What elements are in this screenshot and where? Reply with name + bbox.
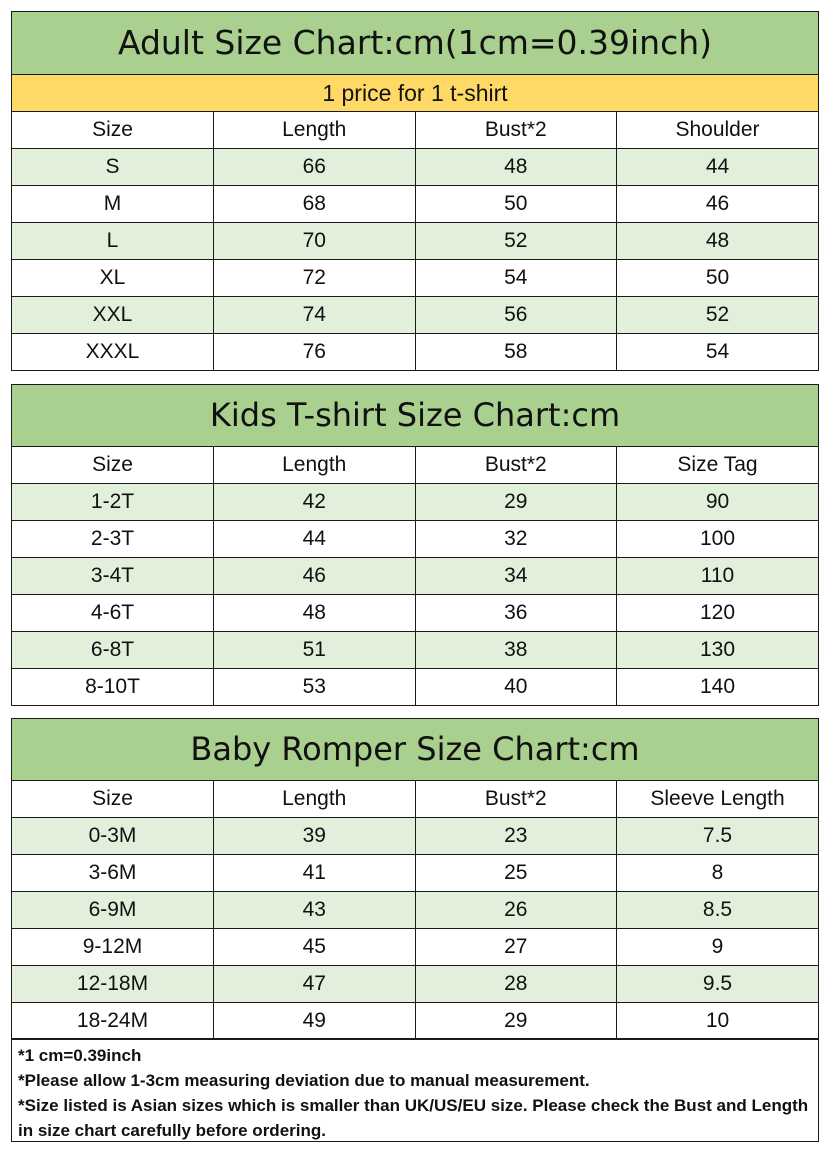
- header-cell: Bust*2: [415, 781, 617, 818]
- table-cell: 51: [214, 632, 416, 669]
- table-cell: 72: [214, 260, 416, 297]
- table-cell: 40: [415, 669, 617, 706]
- table-row: [12, 484, 818, 521]
- table-cell: 2-3T: [12, 521, 214, 558]
- table-cell: 58: [415, 334, 617, 371]
- table-cell: 10: [617, 1003, 819, 1040]
- table-cell: 120: [617, 595, 819, 632]
- header-cell: Shoulder: [617, 112, 819, 149]
- table-row: [12, 966, 818, 1003]
- table-cell: 54: [617, 334, 819, 371]
- table-cell: 8.5: [617, 892, 819, 929]
- table-cell: 48: [617, 223, 819, 260]
- table-row: [12, 892, 818, 929]
- table-row: [12, 595, 818, 632]
- table-row: [12, 929, 818, 966]
- header-cell: Size: [12, 781, 214, 818]
- table-cell: 68: [214, 186, 416, 223]
- header-cell: Length: [214, 112, 416, 149]
- table-cell: 9-12M: [12, 929, 214, 966]
- table-cell: 8: [617, 855, 819, 892]
- table-cell: 12-18M: [12, 966, 214, 1003]
- table-cell: 3-6M: [12, 855, 214, 892]
- table-row: [12, 521, 818, 558]
- header-cell: Length: [214, 781, 416, 818]
- table-cell: 32: [415, 521, 617, 558]
- table-cell: 50: [617, 260, 819, 297]
- header-cell: Length: [214, 447, 416, 484]
- table-cell: 6-8T: [12, 632, 214, 669]
- table-cell: XL: [12, 260, 214, 297]
- table-cell: 29: [415, 484, 617, 521]
- table-cell: 3-4T: [12, 558, 214, 595]
- header-cell: Size Tag: [617, 447, 819, 484]
- table-cell: 90: [617, 484, 819, 521]
- table-row: [12, 818, 818, 855]
- kids-chart-title: Kids T-shirt Size Chart:cm: [12, 385, 818, 447]
- table-cell: 100: [617, 521, 819, 558]
- table-row: [12, 223, 818, 260]
- table-cell: 49: [214, 1003, 416, 1040]
- table-cell: 56: [415, 297, 617, 334]
- table-cell: 48: [214, 595, 416, 632]
- table-cell: 9: [617, 929, 819, 966]
- table-cell: 50: [415, 186, 617, 223]
- kids-size-chart: [11, 384, 819, 706]
- table-cell: 28: [415, 966, 617, 1003]
- table-cell: 26: [415, 892, 617, 929]
- table-row: [12, 260, 818, 297]
- table-cell: 38: [415, 632, 617, 669]
- table-row: [12, 334, 818, 371]
- note-asian-sizes: *Size listed is Asian sizes which is smaller than UK/US/EU size. Please check the Bust and Length in size chart carefully before ordering.: [18, 1096, 809, 1140]
- table-cell: 54: [415, 260, 617, 297]
- table-cell: M: [12, 186, 214, 223]
- table-cell: 29: [415, 1003, 617, 1040]
- header-cell: Size: [12, 447, 214, 484]
- table-row: [12, 669, 818, 706]
- table-row: [12, 1003, 818, 1040]
- table-cell: 6-9M: [12, 892, 214, 929]
- table-cell: 7.5: [617, 818, 819, 855]
- baby-size-table: [12, 781, 818, 1039]
- table-cell: 74: [214, 297, 416, 334]
- table-row: [12, 632, 818, 669]
- table-cell: 36: [415, 595, 617, 632]
- size-notes: [11, 1038, 819, 1142]
- table-cell: 53: [214, 669, 416, 706]
- table-cell: XXXL: [12, 334, 214, 371]
- table-cell: 70: [214, 223, 416, 260]
- table-cell: 44: [617, 149, 819, 186]
- table-cell: 18-24M: [12, 1003, 214, 1040]
- table-row: [12, 558, 818, 595]
- table-row: [12, 186, 818, 223]
- table-cell: 46: [617, 186, 819, 223]
- table-cell: 42: [214, 484, 416, 521]
- table-cell: 0-3M: [12, 818, 214, 855]
- table-header-row: [12, 112, 818, 149]
- table-cell: 66: [214, 149, 416, 186]
- table-row: [12, 297, 818, 334]
- note-deviation: *Please allow 1-3cm measuring deviation due to manual measurement.: [18, 1071, 590, 1090]
- table-cell: 43: [214, 892, 416, 929]
- baby-size-chart: [11, 718, 819, 1040]
- adult-size-chart: [11, 11, 819, 371]
- table-cell: 34: [415, 558, 617, 595]
- header-cell: Sleeve Length: [617, 781, 819, 818]
- table-row: [12, 855, 818, 892]
- adult-chart-title: Adult Size Chart:cm(1cm=0.39inch): [12, 12, 818, 75]
- table-cell: 45: [214, 929, 416, 966]
- table-cell: 8-10T: [12, 669, 214, 706]
- adult-size-table: [12, 112, 818, 370]
- table-header-row: [12, 447, 818, 484]
- table-cell: 48: [415, 149, 617, 186]
- table-cell: 41: [214, 855, 416, 892]
- table-cell: 1-2T: [12, 484, 214, 521]
- table-cell: 140: [617, 669, 819, 706]
- table-cell: 39: [214, 818, 416, 855]
- table-cell: 27: [415, 929, 617, 966]
- table-cell: 23: [415, 818, 617, 855]
- table-cell: 4-6T: [12, 595, 214, 632]
- note-conversion: *1 cm=0.39inch: [18, 1046, 142, 1065]
- table-cell: 44: [214, 521, 416, 558]
- table-cell: 76: [214, 334, 416, 371]
- header-cell: Bust*2: [415, 447, 617, 484]
- baby-chart-title: Baby Romper Size Chart:cm: [12, 719, 818, 781]
- header-cell: Size: [12, 112, 214, 149]
- table-cell: 46: [214, 558, 416, 595]
- table-row: [12, 149, 818, 186]
- table-header-row: [12, 781, 818, 818]
- table-cell: 25: [415, 855, 617, 892]
- table-cell: 52: [415, 223, 617, 260]
- table-cell: S: [12, 149, 214, 186]
- kids-size-table: [12, 447, 818, 705]
- table-cell: XXL: [12, 297, 214, 334]
- table-cell: L: [12, 223, 214, 260]
- table-cell: 110: [617, 558, 819, 595]
- table-cell: 9.5: [617, 966, 819, 1003]
- table-cell: 52: [617, 297, 819, 334]
- table-cell: 47: [214, 966, 416, 1003]
- header-cell: Bust*2: [415, 112, 617, 149]
- adult-price-note: 1 price for 1 t-shirt: [12, 75, 818, 112]
- table-cell: 130: [617, 632, 819, 669]
